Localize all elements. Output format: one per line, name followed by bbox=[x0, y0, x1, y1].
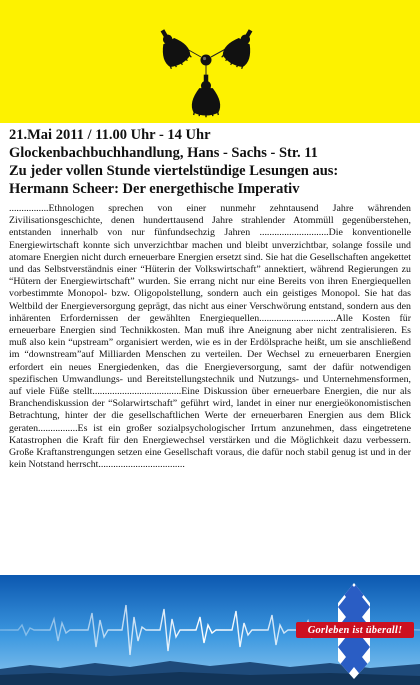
radioactive-trefoil-icon bbox=[0, 0, 420, 123]
top-banner bbox=[0, 0, 420, 123]
quote-body-text: ................Ethnologen sprechen von einer nunmehr zehntausend Jahre währenden Zivilisationsgeschichte, denen hunderttausend Jahre strahlender Atommüll gegenüberstehen, entstanden innerhalb von nur fünfundsechzig Jahren ............................Die konventionelle Energiewirtschaft konnte sich unverzichtbar machen und bleibt unverzichtbar, solange fossile und atomare Energien nicht durch erneuerbare Energien ersetzt sind. Sie hat die Gesellschaften angekettet und das Selbstverständnis einer “Hüterin der Volkswirtschaft” annektiert, während Regierungen zu “Hütern der Energiewirtschaft” wurden. Sie errang nicht nur eine Bereits von ihren Energiequellen vorbestimmte Monopol- bzw. Oligopolstellung, sondern auch ein geistiges Monopol. Sie hat das Weltbild der Energieversorgung geprägt, das nicht aus einer Verschwörung entstand, sondern aus den inhärenten Erfordernissen der gewählten Energiequellen...............................Alle Kosten für erneuerbare Energien sind Technikkosten. Man muß ihre Aneignung aber nicht zentralisieren. Es muß also kein “upstream” organisiert werden, wie es in der Erdölsprache heißt, um sie anschließend im “downstream”auf Milliarden Menschen zu verteilen. Der Wechsel zu erneuerbaren Energien erfordert ein neues Energiedenken, das die Energieversorgung, samt der dafür notwendigen spezifischen Umwandlungs- und Bereitstellungstechnik und Nutzungs- und Unternehmensformen, auf viele Füße stellt....................................Eine Diskussion über erneuerbare Energien, die nur als Branchendiskussion der “Solarwirtschaft” geführt wird, landet in einer nur energieökonomistischen Betrachtung, hinter der die gesellschaftlichen Werte der erneuerbaren Energien aus dem Blick geraten................Es ist ein großer sozialpsychologischer Irrtum anzunehmen, dass eingetretene Katastrophen die Kraft für den Energiewechsel verstärken und die Möglichkeit dazu verbessern. Große Kraftanstrengungen setzen eine Gesellschaft voraus, die dafür noch stabil genug ist und in der kein Notstand herrscht................................... bbox=[9, 203, 411, 471]
book-title: Hermann Scheer: Der energethische Imperativ bbox=[9, 181, 300, 197]
event-description: Zu jeder vollen Stunde viertelstündige Lesungen aus: bbox=[9, 163, 339, 179]
banner-slogan: Gorleben ist überall! bbox=[307, 624, 403, 636]
event-heading bbox=[9, 126, 413, 198]
event-venue: Glockenbachbuchhandlung, Hans - Sachs - Str. 11 bbox=[9, 145, 318, 161]
event-date-time: 21.Mai 2011 / 11.00 Uhr - 14 Uhr bbox=[9, 127, 211, 143]
gorleben-banner bbox=[0, 575, 420, 685]
